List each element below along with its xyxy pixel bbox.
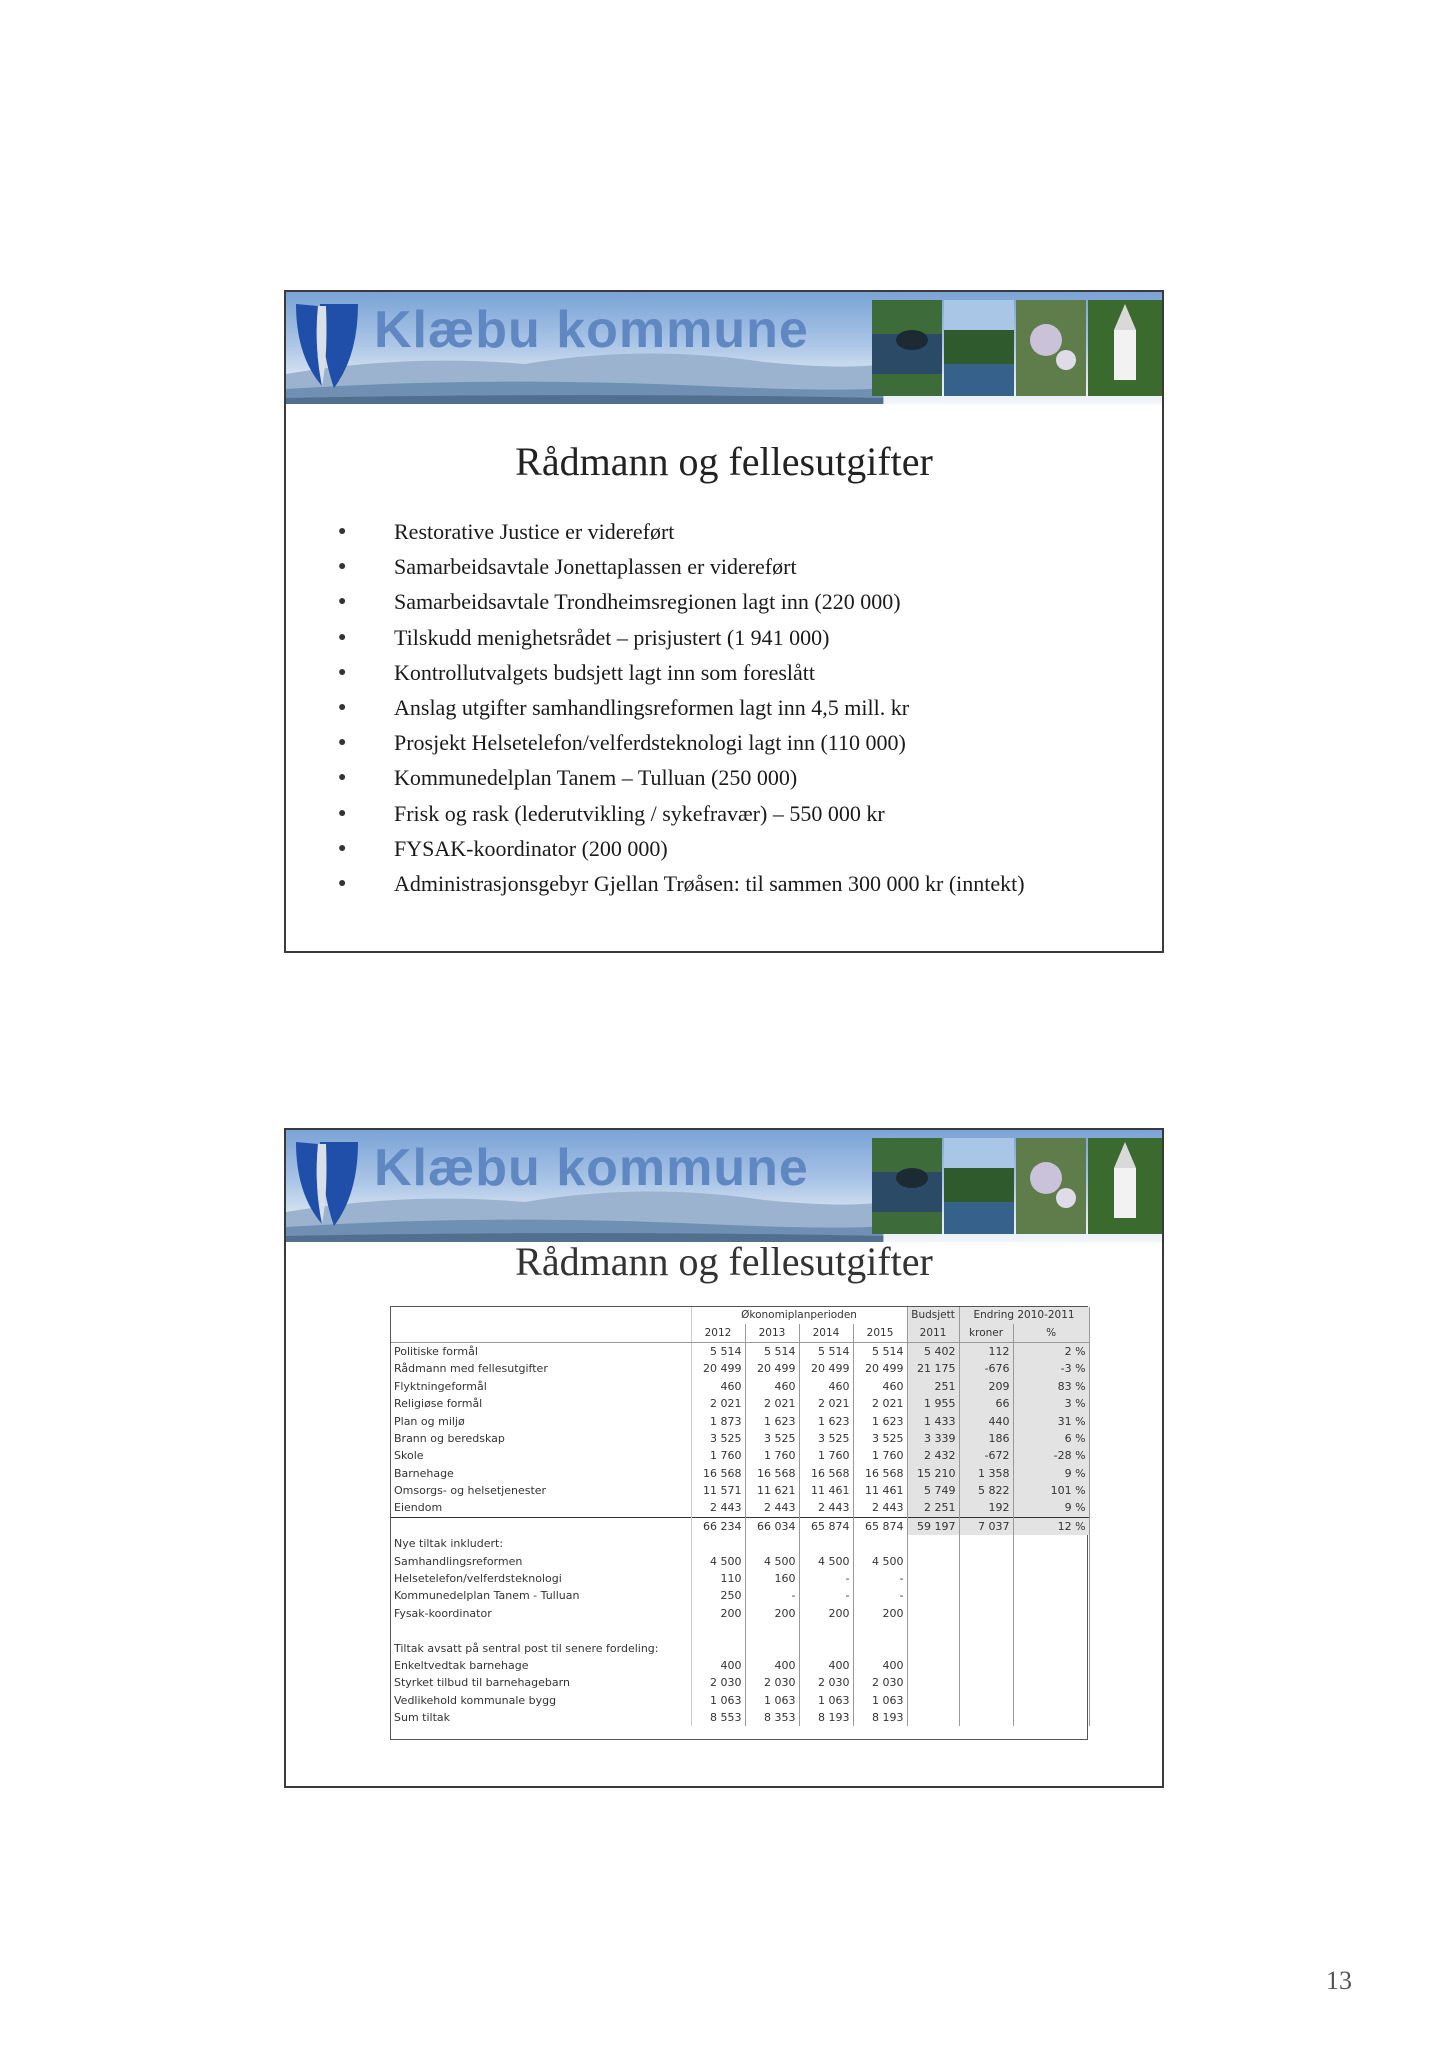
table-cell: 1 760 <box>745 1447 799 1464</box>
column-header: 2011 <box>907 1324 959 1342</box>
table-cell: 2 % <box>1013 1342 1089 1360</box>
table-cell: 16 568 <box>691 1465 745 1482</box>
header-banner <box>286 1130 1162 1242</box>
reserved-measures-body <box>391 1657 1089 1709</box>
table-sum-row <box>391 1709 1089 1726</box>
table-cell <box>907 1657 959 1674</box>
table-cell: 2 251 <box>907 1499 959 1517</box>
section-title: Tiltak avsatt på sentral post til senere fordeling: <box>391 1639 691 1656</box>
header-banner <box>286 292 1162 404</box>
table-cell: 2 021 <box>691 1395 745 1412</box>
table-cell <box>907 1692 959 1709</box>
table-cell: 209 <box>959 1378 1013 1395</box>
table-cell: 8 193 <box>853 1709 907 1726</box>
table-cell: 66 034 <box>745 1517 799 1535</box>
table-cell <box>959 1570 1013 1587</box>
table-cell <box>907 1552 959 1569</box>
table-cell: 1 623 <box>853 1412 907 1429</box>
bullet-icon: ● <box>338 735 347 751</box>
row-label: Styrket tilbud til barnehagebarn <box>391 1674 691 1691</box>
table-cell: 5 514 <box>799 1342 853 1360</box>
table-cell: 400 <box>799 1657 853 1674</box>
forest-lake-photo <box>944 1138 1014 1234</box>
table-cell: 1 063 <box>691 1692 745 1709</box>
table-cell: 1 063 <box>853 1692 907 1709</box>
table-cell: 8 353 <box>745 1709 799 1726</box>
municipality-name: Klæbu kommune <box>374 301 809 359</box>
table-cell: 3 % <box>1013 1395 1089 1412</box>
section-header-row <box>391 1639 1089 1656</box>
table-cell: 20 499 <box>745 1360 799 1377</box>
table-row <box>391 1465 1089 1482</box>
table-cell: 65 874 <box>799 1517 853 1535</box>
table-cell: 2 030 <box>745 1674 799 1691</box>
bullet-icon: ● <box>338 840 347 856</box>
table-cell: 66 <box>959 1395 1013 1412</box>
table-cell: 15 210 <box>907 1465 959 1482</box>
column-header: % <box>1013 1324 1089 1342</box>
bullet-icon: ● <box>338 876 347 892</box>
table-cell: -3 % <box>1013 1360 1089 1377</box>
table-cell: 2 443 <box>853 1499 907 1517</box>
table-cell: - <box>745 1587 799 1604</box>
bullet-item: ● Prosjekt Helsetelefon/velferdsteknologi lagt inn (110 000) <box>336 725 1025 760</box>
table-row <box>391 1447 1089 1464</box>
church-photo <box>1088 1138 1162 1234</box>
table-cell: 101 % <box>1013 1482 1089 1499</box>
column-header: 2013 <box>745 1324 799 1342</box>
table-cell: 1 063 <box>745 1692 799 1709</box>
table-cell <box>1013 1674 1089 1691</box>
table-cell: 2 030 <box>799 1674 853 1691</box>
table-cell: 460 <box>853 1378 907 1395</box>
table-row <box>391 1430 1089 1447</box>
table-cell: 5 514 <box>691 1342 745 1360</box>
row-label: Religiøse formål <box>391 1395 691 1412</box>
row-label: Fysak-koordinator <box>391 1605 691 1622</box>
table-cell: 1 358 <box>959 1465 1013 1482</box>
table-cell: -676 <box>959 1360 1013 1377</box>
table-row <box>391 1360 1089 1377</box>
bullet-item: ● Restorative Justice er videreført <box>336 514 1025 549</box>
table-cell <box>1013 1570 1089 1587</box>
table-cell: 7 037 <box>959 1517 1013 1535</box>
table-row <box>391 1342 1089 1360</box>
table-cell <box>1013 1692 1089 1709</box>
table-cell: 400 <box>745 1657 799 1674</box>
bullet-item: ● Samarbeidsavtale Trondheimsregionen lagt inn (220 000) <box>336 584 1025 619</box>
table-cell: 5 402 <box>907 1342 959 1360</box>
table-cell: 186 <box>959 1430 1013 1447</box>
table-cell: 460 <box>799 1378 853 1395</box>
table-cell <box>959 1605 1013 1622</box>
table-row <box>391 1674 1089 1691</box>
table-cell: 3 525 <box>691 1430 745 1447</box>
table-cell: 5 822 <box>959 1482 1013 1499</box>
bullet-item: ● Samarbeidsavtale Jonettaplassen er videreført <box>336 549 1025 584</box>
table-cell: 65 874 <box>853 1517 907 1535</box>
table-cell: 251 <box>907 1378 959 1395</box>
table-cell: 400 <box>853 1657 907 1674</box>
bullet-item: ● Kommunedelplan Tanem – Tulluan (250 000) <box>336 760 1025 795</box>
table-cell: 12 % <box>1013 1517 1089 1535</box>
table-cell: 2 443 <box>745 1499 799 1517</box>
table-cell: 20 499 <box>853 1360 907 1377</box>
table-cell: 3 525 <box>853 1430 907 1447</box>
bullet-item: ● Frisk og rask (lederutvikling / sykefravær) – 550 000 kr <box>336 796 1025 831</box>
table-cell: 9 % <box>1013 1465 1089 1482</box>
slide-2 <box>284 1128 1164 1788</box>
table-row <box>391 1657 1089 1674</box>
slide-title: Rådmann og fellesutgifter <box>515 439 933 484</box>
table-cell: 200 <box>853 1605 907 1622</box>
row-label: Eiendom <box>391 1499 691 1517</box>
table-total-row <box>391 1517 1089 1535</box>
bullet-item: ● Administrasjonsgebyr Gjellan Trøåsen: til sammen 300 000 kr (inntekt) <box>336 866 1025 901</box>
bullet-icon: ● <box>338 664 347 680</box>
table-cell: 110 <box>691 1570 745 1587</box>
table-cell <box>959 1674 1013 1691</box>
table-cell: - <box>799 1570 853 1587</box>
budget-table <box>390 1306 1088 1740</box>
table-row <box>391 1570 1089 1587</box>
bullet-icon: ● <box>338 559 347 575</box>
bullet-icon: ● <box>338 805 347 821</box>
table-row <box>391 1395 1089 1412</box>
table-cell <box>1013 1587 1089 1604</box>
table-cell: 2 030 <box>691 1674 745 1691</box>
table-cell: - <box>853 1570 907 1587</box>
row-label: Vedlikehold kommunale bygg <box>391 1692 691 1709</box>
table-cell: 2 021 <box>853 1395 907 1412</box>
table-cell: 2 432 <box>907 1447 959 1464</box>
table-cell: 11 621 <box>745 1482 799 1499</box>
table-cell: 2 443 <box>799 1499 853 1517</box>
table-cell: 9 % <box>1013 1499 1089 1517</box>
row-label: Politiske formål <box>391 1342 691 1360</box>
table-row <box>391 1605 1089 1622</box>
table-cell: 1 433 <box>907 1412 959 1429</box>
row-label: Samhandlingsreformen <box>391 1552 691 1569</box>
table-cell <box>1013 1657 1089 1674</box>
spacer-row <box>391 1622 1089 1639</box>
table-cell: 16 568 <box>853 1465 907 1482</box>
table-cell <box>959 1587 1013 1604</box>
bullet-list <box>336 514 1025 901</box>
table-cell <box>959 1552 1013 1569</box>
row-label: Brann og beredskap <box>391 1430 691 1447</box>
slide-1 <box>284 290 1164 953</box>
church-photo <box>1088 300 1162 396</box>
table-row <box>391 1378 1089 1395</box>
column-header: 2012 <box>691 1324 745 1342</box>
row-label: Helsetelefon/velferdsteknologi <box>391 1570 691 1587</box>
lake-photo <box>872 300 942 396</box>
table-row <box>391 1499 1089 1517</box>
change-header: Endring 2010-2011 <box>959 1307 1089 1324</box>
column-header: 2015 <box>853 1324 907 1342</box>
table-cell: - <box>853 1587 907 1604</box>
table-cell: 200 <box>691 1605 745 1622</box>
table-cell: 250 <box>691 1587 745 1604</box>
table-cell: 4 500 <box>853 1552 907 1569</box>
row-label: Barnehage <box>391 1465 691 1482</box>
table-cell: 3 525 <box>799 1430 853 1447</box>
table-cell: 1 623 <box>799 1412 853 1429</box>
table-cell: 460 <box>691 1378 745 1395</box>
table-cell: 20 499 <box>691 1360 745 1377</box>
table-cell: 1 760 <box>853 1447 907 1464</box>
table-row <box>391 1412 1089 1429</box>
table-cell <box>907 1570 959 1587</box>
coat-of-arms-logo <box>292 296 362 392</box>
table-cell: 4 500 <box>799 1552 853 1569</box>
table-cell: 4 500 <box>691 1552 745 1569</box>
table-row <box>391 1482 1089 1499</box>
bullet-icon: ● <box>338 700 347 716</box>
section-title: Nye tiltak inkludert: <box>391 1535 691 1552</box>
row-label: Skole <box>391 1447 691 1464</box>
table-cell: 6 % <box>1013 1430 1089 1447</box>
table-cell: 31 % <box>1013 1412 1089 1429</box>
bullet-item: ● Kontrollutvalgets budsjett lagt inn som foreslått <box>336 655 1025 690</box>
table-row <box>391 1552 1089 1569</box>
table-cell <box>959 1657 1013 1674</box>
forest-lake-photo <box>944 300 1014 396</box>
column-header: 2014 <box>799 1324 853 1342</box>
table-cell <box>907 1674 959 1691</box>
plan-period-header: Økonomiplanperioden <box>691 1307 907 1324</box>
bullet-icon: ● <box>338 770 347 786</box>
table-cell: 59 197 <box>907 1517 959 1535</box>
table-row <box>391 1587 1089 1604</box>
photo-collage <box>872 300 1162 396</box>
table-cell: 5 514 <box>745 1342 799 1360</box>
table-cell: 11 461 <box>799 1482 853 1499</box>
municipality-name: Klæbu kommune <box>374 1139 809 1197</box>
section-header-row <box>391 1535 1089 1552</box>
table-cell: 1 760 <box>691 1447 745 1464</box>
photo-collage <box>872 1138 1162 1234</box>
table-group-header-row <box>391 1307 1089 1324</box>
table-cell: 112 <box>959 1342 1013 1360</box>
table-cell: 2 021 <box>799 1395 853 1412</box>
table-cell: -672 <box>959 1447 1013 1464</box>
row-label: Omsorgs- og helsetjenester <box>391 1482 691 1499</box>
table-cell: 2 030 <box>853 1674 907 1691</box>
table-cell: 16 568 <box>745 1465 799 1482</box>
table-cell: 16 568 <box>799 1465 853 1482</box>
table-cell: -28 % <box>1013 1447 1089 1464</box>
table-cell: 1 623 <box>745 1412 799 1429</box>
bullet-icon: ● <box>338 629 347 645</box>
table-cell: 2 021 <box>745 1395 799 1412</box>
table-cell: 460 <box>745 1378 799 1395</box>
row-label: Kommunedelplan Tanem - Tulluan <box>391 1587 691 1604</box>
row-label: Flyktningeformål <box>391 1378 691 1395</box>
table-cell: 192 <box>959 1499 1013 1517</box>
table-body <box>391 1342 1089 1517</box>
table-cell: 11 461 <box>853 1482 907 1499</box>
table-cell: 400 <box>691 1657 745 1674</box>
table-cell: 8 193 <box>799 1709 853 1726</box>
flowers-photo <box>1016 1138 1086 1234</box>
table-cell <box>1013 1552 1089 1569</box>
table-cell: 5 514 <box>853 1342 907 1360</box>
table-cell <box>1013 1605 1089 1622</box>
table-cell: 1 873 <box>691 1412 745 1429</box>
bullet-item: ● Anslag utgifter samhandlingsreformen lagt inn 4,5 mill. kr <box>336 690 1025 725</box>
table-cell <box>959 1692 1013 1709</box>
table-cell: 440 <box>959 1412 1013 1429</box>
row-label: Sum tiltak <box>391 1709 691 1726</box>
bullet-item: ● FYSAK-koordinator (200 000) <box>336 831 1025 866</box>
budget-header: Budsjett <box>907 1307 959 1324</box>
new-measures-body <box>391 1552 1089 1622</box>
table-cell: 8 553 <box>691 1709 745 1726</box>
table-column-header-row <box>391 1324 1089 1342</box>
table-cell: 160 <box>745 1570 799 1587</box>
table-cell: 200 <box>799 1605 853 1622</box>
table-cell: 11 571 <box>691 1482 745 1499</box>
row-label: Rådmann med fellesutgifter <box>391 1360 691 1377</box>
bullet-icon: ● <box>338 594 347 610</box>
table-cell: 1 063 <box>799 1692 853 1709</box>
table-cell: 1 760 <box>799 1447 853 1464</box>
bullet-icon: ● <box>338 524 347 539</box>
column-header: kroner <box>959 1324 1013 1342</box>
table-cell: 20 499 <box>799 1360 853 1377</box>
table-cell: 3 339 <box>907 1430 959 1447</box>
table-cell <box>907 1605 959 1622</box>
page-number: 13 <box>1326 1966 1352 1995</box>
table-cell <box>907 1587 959 1604</box>
coat-of-arms-logo <box>292 1134 362 1230</box>
table-cell: - <box>799 1587 853 1604</box>
table-cell: 2 443 <box>691 1499 745 1517</box>
table-cell: 1 955 <box>907 1395 959 1412</box>
table-cell: 200 <box>745 1605 799 1622</box>
table-row <box>391 1692 1089 1709</box>
lake-photo <box>872 1138 942 1234</box>
flowers-photo <box>1016 300 1086 396</box>
slide-title: Rådmann og fellesutgifter <box>515 1239 933 1284</box>
table-cell: 4 500 <box>745 1552 799 1569</box>
table-cell: 83 % <box>1013 1378 1089 1395</box>
bullet-item: ● Tilskudd menighetsrådet – prisjustert (1 941 000) <box>336 620 1025 655</box>
table-cell: 3 525 <box>745 1430 799 1447</box>
table-cell: 66 234 <box>691 1517 745 1535</box>
table-cell: 5 749 <box>907 1482 959 1499</box>
table-cell: 21 175 <box>907 1360 959 1377</box>
row-label: Plan og miljø <box>391 1412 691 1429</box>
row-label: Enkeltvedtak barnehage <box>391 1657 691 1674</box>
